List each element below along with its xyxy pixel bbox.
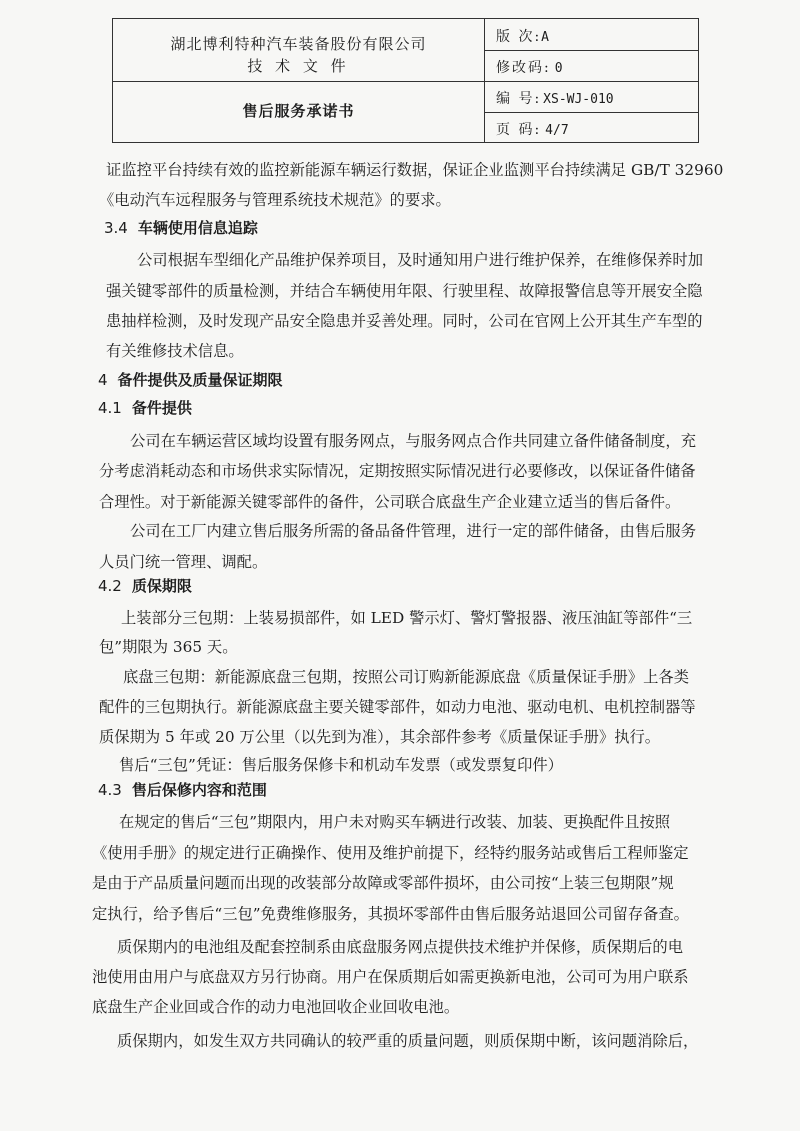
section-number: 4.3: [98, 781, 122, 799]
text-line: 质保期为 5 年或 20 万公里（以先到为准），其余部件参考《质量保证手册》执行。: [99, 728, 661, 746]
header-divider-right-3: [484, 112, 698, 113]
version-label: 版 次:: [496, 29, 542, 45]
section-heading-4-1: [98, 398, 192, 418]
section-title: 备件提供: [131, 399, 192, 417]
text-line: 质保期内，如发生双方共同确认的较严重的质量问题，则质保期中断，该问题消除后，: [117, 1032, 699, 1050]
text-line: 分考虑消耗动态和市场供求实际情况，定期按照实际情况进行必要修改，以保证备件储备: [99, 462, 696, 480]
text-line: 池使用由用户与底盘双方另行协商。用户在保质期后如需更换新电池，公司可为用户联系: [92, 968, 689, 986]
text-line: 《电动汽车远程服务与管理系统技术规范》的要求。: [99, 191, 451, 209]
section-title: 质保期限: [131, 577, 192, 595]
text-line: 售后“三包”凭证：售后服务保修卡和机动车发票（或发票复印件）: [119, 756, 563, 774]
section-number: 3.4: [104, 219, 128, 237]
section-heading-4: [98, 370, 283, 390]
revision-label: 修改码:: [496, 60, 551, 76]
company-name: 湖北博利特种汽车装备股份有限公司: [170, 35, 427, 53]
page-label: 页 码:: [496, 122, 542, 138]
text-line: 在规定的售后“三包”期限内，用户未对购买车辆进行改装、加装、更换配件且按照: [119, 813, 671, 831]
number-cell: [496, 88, 614, 108]
text-line: 《使用手册》的规定进行正确操作、使用及维护前提下，经特约服务站或售后工程师鉴定: [92, 844, 689, 862]
document-title: 售后服务承诺书: [242, 102, 355, 120]
text-line: 底盘三包期：新能源底盘三包期，按照公司订购新能源底盘《质量保证手册》上各类: [123, 668, 689, 686]
text-line: 人员门统一管理、调配。: [99, 553, 268, 571]
section-title: 备件提供及质量保证期限: [117, 371, 283, 389]
version-value: A: [541, 30, 549, 45]
header-divider-right-1: [484, 50, 698, 51]
text-line: 公司在车辆运营区域均设置有服务网点，与服务网点合作共同建立备件储备制度，充: [130, 432, 696, 450]
text-line: 强关键零部件的质量检测，并结合车辆使用年限、行驶里程、故障报警信息等开展安全隐: [106, 282, 703, 300]
text-line: 公司根据车型细化产品维护保养项目，及时通知用户进行维护保养，在维修保养时加: [137, 251, 703, 269]
text-line: 合理性。对于新能源关键零部件的备件，公司联合底盘生产企业建立适当的售后备件。: [99, 493, 681, 511]
text-line: 配件的三包期执行。新能源底盘主要关键零部件，如动力电池、驱动电机、电机控制器等: [99, 698, 696, 716]
number-label: 编 号:: [496, 91, 542, 107]
text-line: 公司在工厂内建立售后服务所需的备品备件管理，进行一定的部件储备，由售后服务: [130, 522, 696, 540]
header-divider-right-2: [484, 81, 698, 82]
text-line: 包”期限为 365 天。: [99, 638, 238, 656]
section-number: 4: [98, 371, 108, 389]
section-heading-4-3: [98, 780, 267, 800]
revision-value: 0: [554, 61, 563, 76]
text-line: 底盘生产企业回或合作的动力电池回收企业回收电池。: [92, 998, 460, 1016]
page-cell: [496, 119, 569, 139]
text-line: 上装部分三包期：上装易损部件，如 LED 警示灯、警灯警报器、液压油缸等部件“三: [121, 609, 693, 627]
section-heading-4-2: [98, 576, 192, 596]
section-number: 4.1: [98, 399, 122, 417]
section-heading-3-4: [104, 218, 258, 238]
version-cell: [496, 26, 549, 46]
text-line: 是由于产品质量问题而出现的改装部分故障或零部件损坏，由公司按“上装三包期限”规: [92, 874, 674, 892]
text-line: 患抽样检测，及时发现产品安全隐患并妥善处理。同时，公司在官网上公开其生产车型的: [106, 312, 703, 330]
section-title: 车辆使用信息追踪: [137, 219, 258, 237]
number-value: XS-WJ-010: [543, 92, 614, 107]
header-table: [112, 18, 699, 143]
header-divider-left: [113, 81, 484, 82]
text-line: 证监控平台持续有效的监控新能源车辆运行数据，保证企业监测平台持续满足 GB/T 32960: [106, 161, 724, 179]
text-line: 质保期内的电池组及配套控制系由底盘服务网点提供技术维护并保修，质保期后的电: [117, 938, 683, 956]
section-number: 4.2: [98, 577, 122, 595]
document-type: 技 术 文 件: [247, 57, 350, 75]
section-title: 售后保修内容和范围: [131, 781, 267, 799]
text-line: 有关维修技术信息。: [106, 342, 244, 360]
page-value: 4/7: [545, 123, 569, 138]
text-line: 定执行，给予售后“三包”免费维修服务，其损坏零部件由售后服务站退回公司留存备查。: [92, 905, 689, 923]
revision-cell: [496, 57, 563, 77]
